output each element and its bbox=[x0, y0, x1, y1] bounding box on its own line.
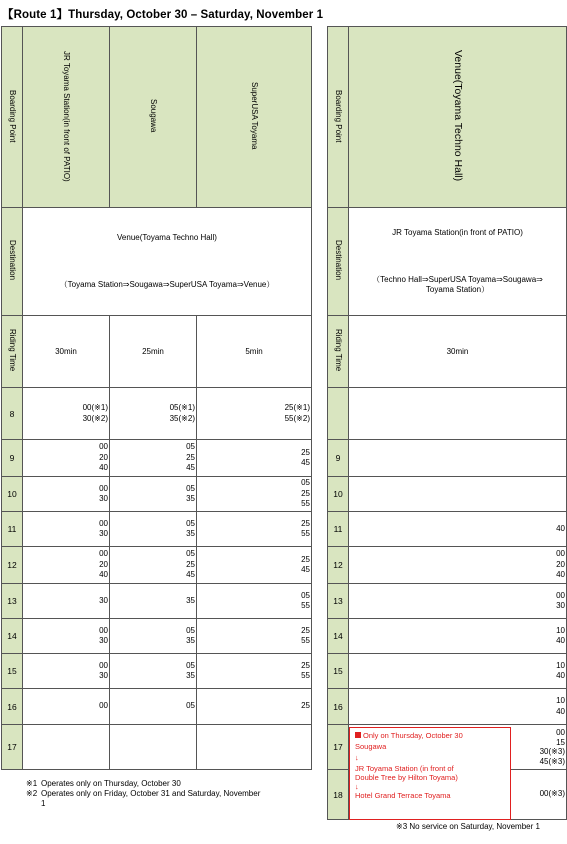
destination-label: Destination bbox=[328, 208, 349, 316]
page-title: 【Route 1】Thursday, October 30 – Saturday, November 1 bbox=[2, 9, 324, 21]
table-row bbox=[2, 584, 312, 619]
departure-times: 00 20 40 bbox=[23, 440, 110, 477]
hour-cell: 14 bbox=[2, 619, 23, 654]
riding-time-label: Riding Time bbox=[2, 316, 23, 388]
departure-times: 00 20 40 bbox=[349, 547, 567, 584]
departure-times: 00 30 bbox=[23, 477, 110, 512]
table-row bbox=[2, 440, 312, 477]
destination-name: Venue(Toyama Techno Hall) bbox=[117, 233, 217, 242]
table-row bbox=[328, 689, 567, 725]
departure-times: 25(※1) 55(※2) bbox=[197, 388, 312, 440]
table-row bbox=[328, 654, 567, 689]
departure-times: 25 45 bbox=[197, 547, 312, 584]
special-service-notice: Only on Thursday, October 30 Sougawa ↓ JR Toyama Station (in front of Double Tree by Hilton Toyama) ↓ Hotel Grand Terrace Toyama bbox=[349, 727, 511, 820]
departure-times: 05 35 bbox=[110, 619, 197, 654]
departure-times bbox=[23, 725, 110, 770]
riding-time-value: 30min bbox=[349, 316, 567, 388]
boarding-point-label: Boarding Point bbox=[328, 27, 349, 208]
table-row bbox=[328, 440, 567, 477]
riding-time-value: 5min bbox=[197, 316, 312, 388]
departure-times: 05 25 55 bbox=[197, 477, 312, 512]
table-row bbox=[328, 512, 567, 547]
departure-times: 25 bbox=[197, 689, 312, 725]
route-description: （Toyama Station⇒Sougawa⇒SuperUSA Toyama⇒Venue） bbox=[59, 280, 275, 289]
departure-times: 05 55 bbox=[197, 584, 312, 619]
departure-times: 00(※1) 30(※2) bbox=[23, 388, 110, 440]
down-arrow-icon: ↓ bbox=[355, 753, 359, 762]
hour-cell: 9 bbox=[2, 440, 23, 477]
departure-times: 00 30 bbox=[23, 512, 110, 547]
hour-cell: 9 bbox=[328, 440, 349, 477]
table-row bbox=[2, 547, 312, 584]
hour-cell: 15 bbox=[2, 654, 23, 689]
departure-times bbox=[349, 388, 567, 440]
down-arrow-icon: ↓ bbox=[355, 782, 359, 791]
table-row bbox=[2, 477, 312, 512]
departure-times: 00 15 30(※3) 45(※3) bbox=[349, 725, 567, 770]
table-row bbox=[328, 584, 567, 619]
hour-cell: 16 bbox=[328, 689, 349, 725]
destination-name: JR Toyama Station(in front of PATIO) bbox=[392, 228, 523, 237]
stop-sougawa: Sougawa bbox=[110, 27, 197, 208]
riding-time-label: Riding Time bbox=[328, 316, 349, 388]
departure-times: 05 35 bbox=[110, 512, 197, 547]
departure-times: 25 55 bbox=[197, 619, 312, 654]
table-row bbox=[2, 689, 312, 725]
destination-cell bbox=[23, 208, 312, 316]
riding-time-value: 25min bbox=[110, 316, 197, 388]
departure-times: 10 40 bbox=[349, 619, 567, 654]
departure-times: 00 30 bbox=[349, 584, 567, 619]
departure-times: 05 bbox=[110, 689, 197, 725]
hour-cell: 8 bbox=[2, 388, 23, 440]
table-row bbox=[2, 512, 312, 547]
departure-times bbox=[110, 725, 197, 770]
departure-times: 30 bbox=[23, 584, 110, 619]
departure-times bbox=[197, 725, 312, 770]
hour-cell: 17 bbox=[2, 725, 23, 770]
departure-times: 25 55 bbox=[197, 654, 312, 689]
table-row bbox=[2, 725, 312, 770]
boarding-point-label: Boarding Point bbox=[2, 27, 23, 208]
departure-times: 00 20 40 bbox=[23, 547, 110, 584]
hour-cell: 10 bbox=[328, 477, 349, 512]
departure-times: 40 bbox=[349, 512, 567, 547]
hour-cell: 15 bbox=[328, 654, 349, 689]
departure-times: 10 40 bbox=[349, 654, 567, 689]
hour-cell: 18 bbox=[328, 770, 349, 820]
riding-time-value: 30min bbox=[23, 316, 110, 388]
departure-times: 05(※1) 35(※2) bbox=[110, 388, 197, 440]
hour-cell: 13 bbox=[328, 584, 349, 619]
route-description: （Techno Hall⇒SuperUSA Toyama⇒Sougawa⇒ Toyama Station） bbox=[372, 275, 543, 294]
departure-times: 05 35 bbox=[110, 477, 197, 512]
footnotes bbox=[26, 779, 266, 809]
hour-cell: 10 bbox=[2, 477, 23, 512]
departure-times: 00(※3) bbox=[349, 770, 567, 820]
hour-cell: 16 bbox=[2, 689, 23, 725]
table-row bbox=[2, 619, 312, 654]
departure-times: 00 bbox=[23, 689, 110, 725]
table-row bbox=[328, 619, 567, 654]
departure-times: 35 bbox=[110, 584, 197, 619]
hour-cell: 12 bbox=[2, 547, 23, 584]
footnote: ※3 No service on Saturday, November 1 bbox=[396, 822, 540, 831]
table-row bbox=[328, 388, 567, 440]
table-row bbox=[328, 477, 567, 512]
hour-cell: 11 bbox=[328, 512, 349, 547]
table-row bbox=[2, 388, 312, 440]
departure-times: 25 45 bbox=[197, 440, 312, 477]
table-row bbox=[2, 654, 312, 689]
departure-times bbox=[349, 477, 567, 512]
departure-times: 05 35 bbox=[110, 654, 197, 689]
hour-cell: 17 bbox=[328, 725, 349, 770]
hour-cell: 11 bbox=[2, 512, 23, 547]
stop-jr-toyama-station: JR Toyama Station(in front of PATIO) bbox=[23, 27, 110, 208]
departure-times: 25 55 bbox=[197, 512, 312, 547]
departure-times bbox=[349, 440, 567, 477]
hour-cell: 14 bbox=[328, 619, 349, 654]
departure-times: 00 30 bbox=[23, 654, 110, 689]
table-row bbox=[328, 547, 567, 584]
hour-cell bbox=[328, 388, 349, 440]
departure-times: 10 40 bbox=[349, 689, 567, 725]
stop-venue: Venue(Toyama Techno Hall) bbox=[349, 27, 567, 208]
departure-times: 05 25 45 bbox=[110, 440, 197, 477]
red-square-icon bbox=[355, 732, 361, 738]
outbound-timetable bbox=[1, 26, 312, 770]
footnote: ※1 Operates only on Thursday, October 30 bbox=[26, 779, 181, 788]
destination-label: Destination bbox=[2, 208, 23, 316]
hour-cell: 13 bbox=[2, 584, 23, 619]
stop-superusa-toyama: SuperUSA Toyama bbox=[197, 27, 312, 208]
return-timetable bbox=[327, 26, 567, 820]
hour-cell: 12 bbox=[328, 547, 349, 584]
departure-times: 00 30 bbox=[23, 619, 110, 654]
footnote: ※2 Operates only on Friday, October 31 and Saturday, November 1 bbox=[26, 789, 261, 808]
departure-times: 05 25 45 bbox=[110, 547, 197, 584]
destination-cell bbox=[349, 208, 567, 316]
